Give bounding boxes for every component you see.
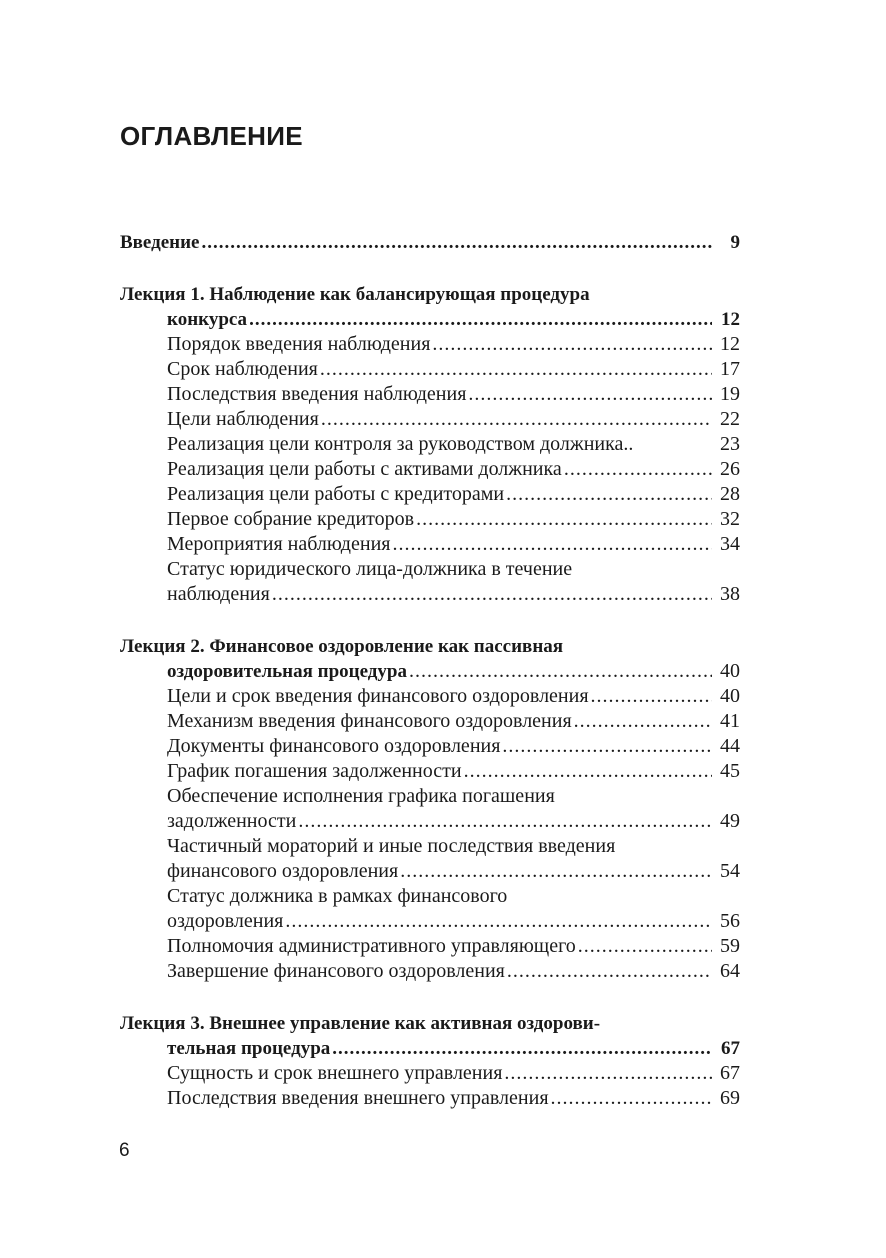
toc-entry-cont[interactable] [120, 809, 740, 834]
toc-entry-page: 40 [720, 660, 740, 682]
toc-entry-page: 69 [720, 1087, 740, 1109]
toc-entry-page: 45 [720, 760, 740, 782]
toc-entry[interactable] [120, 407, 740, 432]
toc-entry-page: 23 [720, 433, 740, 455]
toc-entry-page: 38 [720, 583, 740, 605]
toc-entry[interactable] [120, 884, 740, 909]
table-of-contents [120, 230, 740, 1111]
toc-entry[interactable] [120, 357, 740, 382]
toc-entry[interactable] [120, 1061, 740, 1086]
leader-dots [502, 734, 712, 759]
toc-lecture-2-heading[interactable] [120, 634, 740, 659]
toc-entry-title: Статус юридического лица-должника в течение [167, 558, 573, 580]
toc-entry[interactable] [120, 432, 740, 457]
toc-entry[interactable] [120, 934, 740, 959]
leader-dots [400, 859, 712, 884]
toc-entry-page: 19 [720, 383, 740, 405]
leader-dots [298, 809, 712, 834]
toc-entry[interactable] [120, 557, 740, 582]
toc-entry-title: Первое собрание кредиторов [167, 508, 415, 530]
toc-entry-title: Цели и срок введения финансового оздоровления [167, 685, 589, 707]
toc-entry-intro[interactable] [120, 230, 740, 255]
leader-dots [506, 482, 712, 507]
toc-entry-title: Обеспечение исполнения графика погашения [167, 785, 555, 807]
leader-dots [202, 230, 713, 255]
toc-entry-title: Срок наблюдения [167, 358, 318, 380]
toc-entry-page: 49 [720, 810, 740, 832]
leader-dots [320, 357, 712, 382]
toc-entry-title: Порядок введения наблюдения [167, 333, 431, 355]
toc-entry-title: наблюдения [167, 583, 270, 605]
toc-entry[interactable] [120, 457, 740, 482]
leader-dots [321, 407, 712, 432]
toc-entry-title: Реализация цели работы с активами должника [167, 458, 562, 480]
toc-entry[interactable] [120, 382, 740, 407]
toc-entry-page: 17 [720, 358, 740, 380]
toc-entry-page: 41 [720, 710, 740, 732]
leader-dots [392, 532, 712, 557]
toc-lecture-1-heading-cont[interactable] [120, 307, 740, 332]
toc-entry-page: 9 [730, 232, 740, 253]
toc-entry[interactable] [120, 507, 740, 532]
toc-lecture-1-heading[interactable] [120, 282, 740, 307]
leader-dots [249, 307, 712, 332]
toc-entry-page: 64 [720, 960, 740, 982]
toc-entry-title: Сущность и срок внешнего управления [167, 1062, 503, 1084]
leader-dots [416, 507, 712, 532]
toc-entry-page: 26 [720, 458, 740, 480]
toc-entry-page: 34 [720, 533, 740, 555]
toc-entry[interactable] [120, 784, 740, 809]
toc-entry-title: Введение [120, 232, 200, 253]
leader-dots [507, 959, 712, 984]
toc-entry-page: 12 [720, 333, 740, 355]
toc-entry-cont[interactable] [120, 582, 740, 607]
toc-entry-title: Лекция 3. Внешнее управление как активная оздорови- [120, 1013, 601, 1034]
toc-entry-title: Последствия введения внешнего управления [167, 1087, 549, 1109]
leader-dots [504, 1061, 712, 1086]
toc-entry-page: 59 [720, 935, 740, 957]
leader-dots [578, 934, 712, 959]
page-title: ОГЛАВЛЕНИЕ [120, 121, 303, 151]
toc-entry-title: Реализация цели контроля за руководством должника.. [167, 433, 634, 455]
toc-entry[interactable] [120, 1086, 740, 1111]
leader-dots [468, 382, 712, 407]
toc-entry-title: Мероприятия наблюдения [167, 533, 391, 555]
toc-entry-title: Статус должника в рамках финансового [167, 885, 508, 907]
toc-entry-title: оздоровительная процедура [167, 661, 407, 682]
toc-entry-title: конкурса [167, 309, 248, 330]
toc-entry[interactable] [120, 834, 740, 859]
toc-entry-page: 67 [721, 1038, 740, 1059]
toc-entry[interactable] [120, 684, 740, 709]
leader-dots [432, 332, 712, 357]
toc-entry-title: тельная процедура [167, 1038, 331, 1059]
toc-entry[interactable] [120, 482, 740, 507]
toc-entry-title: Завершение финансового оздоровления [167, 960, 505, 982]
leader-dots [409, 659, 712, 684]
toc-entry-title: Полномочия административного управляющего [167, 935, 576, 957]
toc-entry-title: Документы финансового оздоровления [167, 735, 501, 757]
toc-entry-title: задолженности [167, 810, 297, 832]
toc-entry-title: оздоровления [167, 910, 284, 932]
leader-dots [272, 582, 712, 607]
toc-entry-cont[interactable] [120, 909, 740, 934]
toc-entry[interactable] [120, 532, 740, 557]
toc-entry[interactable] [120, 332, 740, 357]
leader-dots [574, 709, 712, 734]
page-number: 6 [119, 1140, 130, 1161]
leader-dots [332, 1036, 712, 1061]
toc-entry-title: Последствия введения наблюдения [167, 383, 467, 405]
toc-entry-title: Лекция 2. Финансовое оздоровление как пассивная [120, 636, 564, 657]
toc-entry[interactable] [120, 734, 740, 759]
toc-entry-page: 32 [720, 508, 740, 530]
toc-entry-page: 56 [720, 910, 740, 932]
toc-entry-title: финансового оздоровления [167, 860, 399, 882]
toc-entry-cont[interactable] [120, 859, 740, 884]
toc-entry-page: 67 [720, 1062, 740, 1084]
leader-dots [285, 909, 712, 934]
toc-entry-title: График погашения задолженности [167, 760, 462, 782]
toc-entry-page: 44 [720, 735, 740, 757]
toc-entry-title: Механизм введения финансового оздоровления [167, 710, 572, 732]
toc-entry-title: Цели наблюдения [167, 408, 319, 430]
toc-lecture-3-heading-cont[interactable] [120, 1036, 740, 1061]
toc-entry[interactable] [120, 709, 740, 734]
leader-dots [591, 684, 712, 709]
toc-entry-title: Лекция 1. Наблюдение как балансирующая процедура [120, 284, 590, 305]
toc-entry-title: Частичный мораторий и иные последствия введения [167, 835, 616, 857]
toc-entry-title: Реализация цели работы с кредиторами [167, 483, 505, 505]
toc-entry-page: 40 [720, 685, 740, 707]
leader-dots [564, 457, 712, 482]
toc-entry-page: 28 [720, 483, 740, 505]
toc-entry-page: 12 [721, 309, 740, 330]
toc-entry[interactable] [120, 759, 740, 784]
toc-lecture-3-heading[interactable] [120, 1011, 740, 1036]
toc-entry-page: 22 [720, 408, 740, 430]
leader-dots [551, 1086, 712, 1111]
toc-entry-page: 54 [720, 860, 740, 882]
toc-entry[interactable] [120, 959, 740, 984]
toc-lecture-2-heading-cont[interactable] [120, 659, 740, 684]
leader-dots [464, 759, 712, 784]
